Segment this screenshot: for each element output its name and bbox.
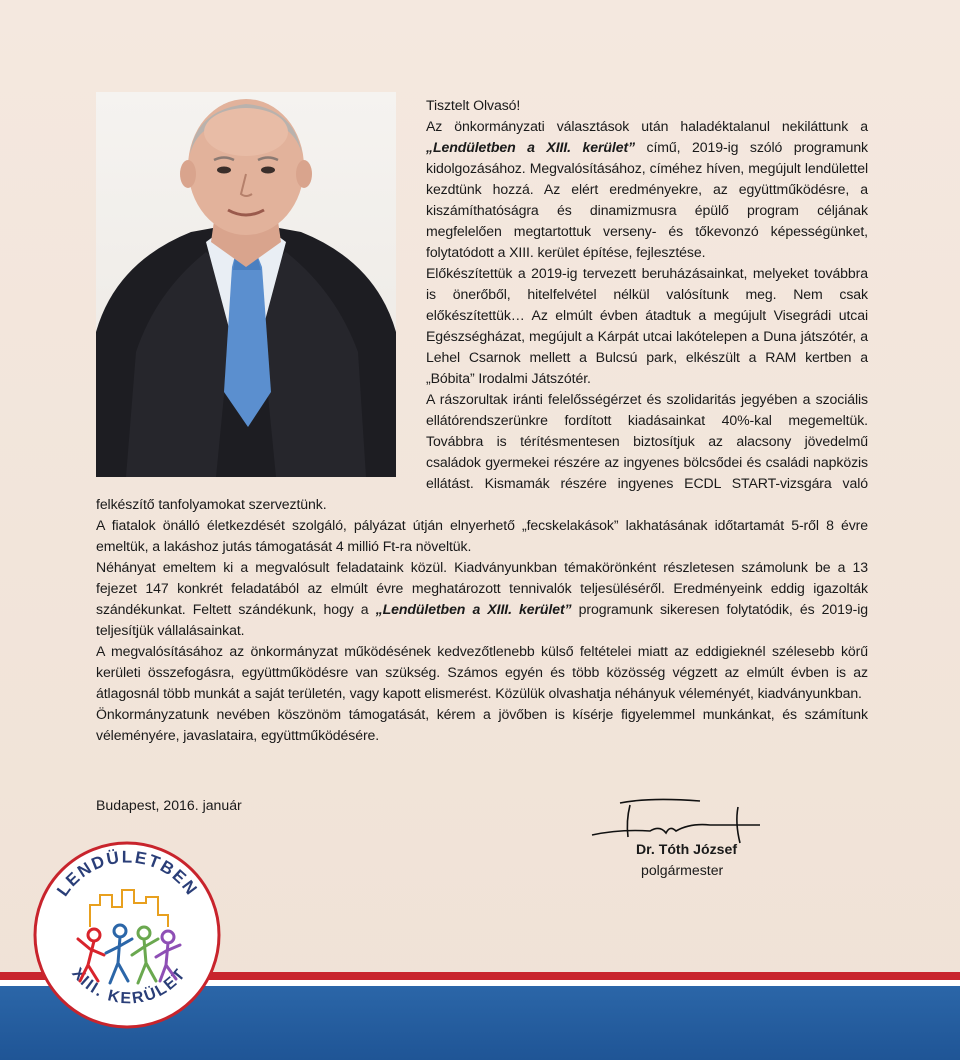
paragraph-4: A fiatalok önálló életkezdését szolgáló, pályázat útján elnyerhető „fecskelakások” lakhatásának időtartamát 5-ről 8 évre emeltük, a lakáshoz jutás támogatását 4 millió Ft-ra növeltük. [96,517,868,554]
paragraph-6: A megvalósításához az önkormányzat működésének kedvezőtlenebb külső feltételei miatt az eddigieknél szélesebb körű kerületi összefogásra, együttműködésre van szükség. Számos egyén és több közösség végzett az elmúlt évben is az átlagosnál több munkát a saját területén, vagy kapott elismerést. Közülük olvashatja néhányuk véleményét, kiadványunkban. [96,643,868,701]
signer-title: polgármester [641,862,724,878]
logo-bottom-text: XIII. KERÜLET [68,965,190,1008]
paragraph-1-start: Az önkormányzati választások után haladéktalanul nekiláttunk a [426,118,868,134]
program-name: „Lendületben a XIII. kerület” [426,139,635,155]
paragraph-7: Önkormányzatunk nevében köszönöm támogatását, kérem a jövőben is kísérje figyelemmel munkánkat, és számítunk véleményére, javaslataira, együttműködésére. [96,706,868,743]
program-name-2: „Lendületben a XIII. kerület” [375,601,572,617]
handwritten-signature [590,795,765,845]
photo-spacer [96,95,426,487]
paragraph-5-end: programunk sikeresen folytatódik, és 2019-ig teljesítjük vállalásainkat. [96,601,868,638]
paragraph-5 [96,557,868,641]
paragraph-3: A rászorultak iránti felelősségérzet és szolidaritás jegyében a szociális ellátórendszerünkre fordított kiadásainkat 40%-kal megemeltük. Továbbra is térítésmentesen biztosítjuk az alacsony jövedelmű családok gyermekei részére az ingyenes bölcsődei és családi napközis ellátást. Kismamák részére ingyenes ECDL START-vizsgára való felkészítő tanfolyamokat szerveztünk. [96,391,868,512]
paragraph-5-start: Néhányat emeltem ki a megvalósult feladataink közül. Kiadványunkban témakörönként részletesen számolunk be a 13 fejezet 147 konkrét feladatából az elmúlt évre meghatározott tennivalók teljesüléséről. Eredményeink eddig igazolták szándékunkat. Feltett szándékunk, hogy a [96,559,868,617]
logo-top-text: LENDÜLETBEN [53,847,202,900]
lenduletben-logo [30,835,225,1030]
paragraph-2: Előkészítettük a 2019-ig tervezett beruházásainkat, melyeket továbbra is önerőből, hitelfelvétel nélkül valósítunk meg. Nem csak előkészítettük… Az elmúlt évben átadtuk a megújult Visegrádi utcai Egészségházat, megújult a Kárpát utcai lakótelepen a Duna játszótér, a Lehel Csarnok mellett a Bulcsú park, elkészült a RAM kertben a „Bóbita” Irodalmi Játszótér. [426,265,868,386]
signer-name: Dr. Tóth József [636,841,738,857]
greeting: Tisztelt Olvasó! [426,97,521,113]
letter-date: Budapest, 2016. január [96,797,242,813]
paragraph-1-end: című, 2019-ig szóló programunk kidolgozásához. Megvalósításához, címéhez híven, megújult lendülettel kezdtünk hozzá. Az elért eredményekre, az együttműködésre, a kiszámíthatóságra és dinamizmusra épülő program céljának megfelelően megtartottuk verseny- és tőkevonzó képességünket, folytatódott a XIII. kerület építése, fejlesztése. [426,139,869,260]
letter-body [96,95,868,746]
